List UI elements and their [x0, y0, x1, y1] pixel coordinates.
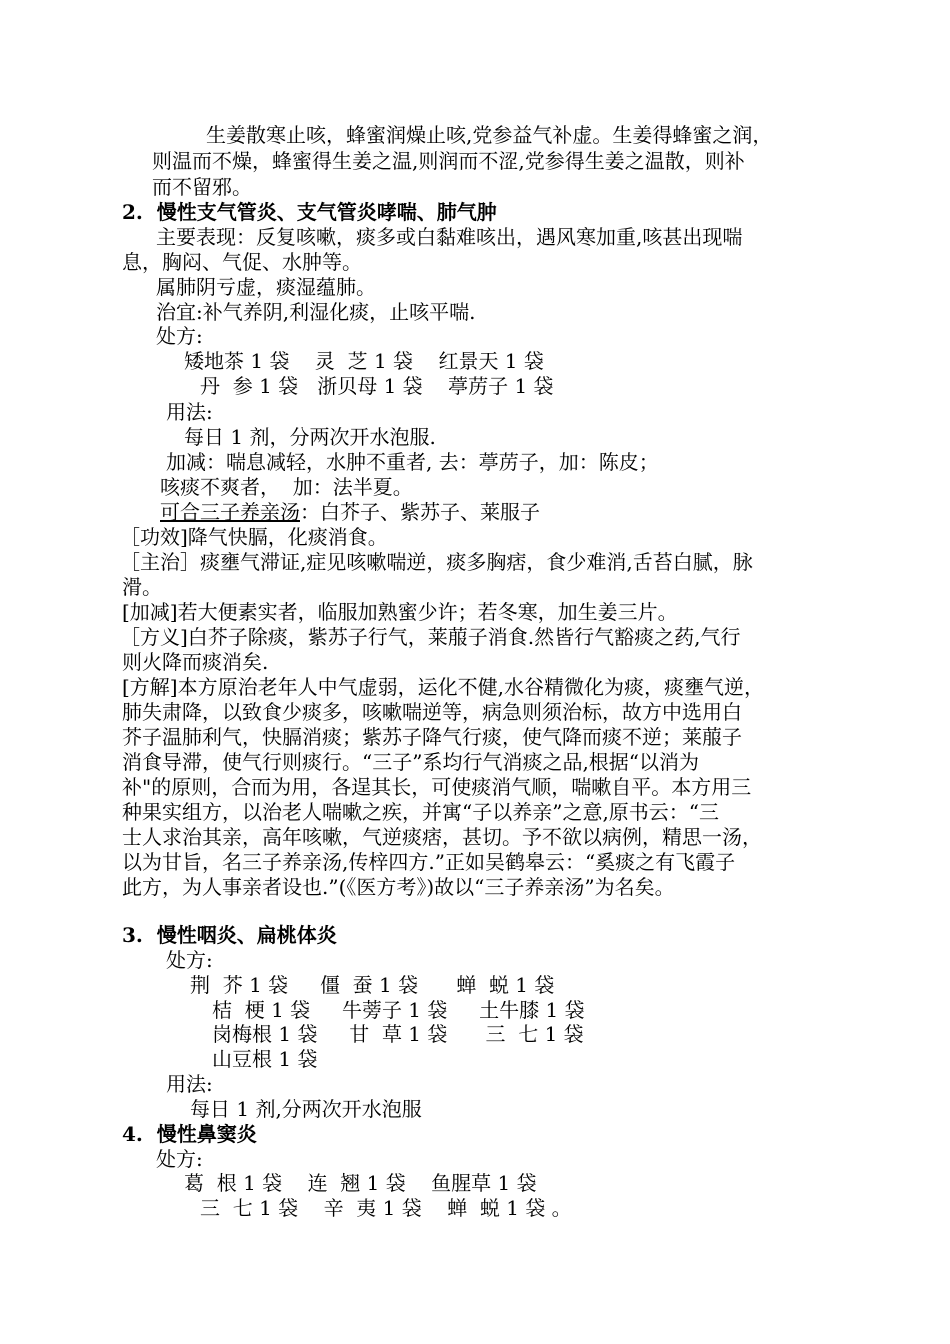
- symptoms-line-1: 主要表现：反复咳嗽，痰多或白黏难咳出，遇风寒加重,咳甚出现喘: [156, 225, 743, 249]
- formula-indication-2: 滑。: [122, 575, 162, 599]
- modification-text: 加减：喘息减轻，水肿不重者, 去：葶苈子，加：陈皮；: [166, 450, 659, 474]
- usage-text: 每日 1 剂,分两次开水泡服: [190, 1097, 422, 1121]
- formula-effect: ［功效]降气快膈，化痰消食。: [120, 525, 388, 549]
- intro-line-2: 则温而不燥，蜂蜜得生姜之温,则润而不涩,党参得生姜之温散，则补: [152, 149, 745, 173]
- cough-modification: 咳痰不爽者， 加：法半夏。: [160, 475, 413, 499]
- formula-explanation-line: 芥子温肺利气，快膈消痰；紫苏子降气行痰，使气降而痰不逆；莱菔子: [122, 725, 742, 749]
- section-2-heading: 2. 慢性支气管炎、支气管炎哮喘、肺气肿: [122, 200, 497, 224]
- intro-line-3: 而不留邪。: [152, 175, 252, 199]
- usage-label: 用法:: [166, 400, 213, 424]
- prescription-line-3: 岗梅根 1 袋 甘 草 1 袋 三 七 1 袋: [212, 1022, 584, 1046]
- prescription-line-2: 桔 梗 1 袋 牛蒡子 1 袋 土牛膝 1 袋: [212, 998, 585, 1022]
- formula-meaning-1: ［方义]白芥子除痰，紫苏子行气，莱菔子消食.然皆行气豁痰之药,气行: [120, 625, 741, 649]
- formula-explanation-line: 士人求治其亲，高年咳嗽，气逆痰痞，甚切。予不欲以病例，精思一汤，: [122, 825, 762, 849]
- section-4-heading: 4. 慢性鼻窦炎: [122, 1122, 257, 1146]
- formula-explanation-line: 种果实组方，以治老人喘嗽之疾，并寓“子以养亲”之意,原书云：“三: [122, 800, 720, 824]
- symptoms-line-2: 息，胸闷、气促、水肿等。: [122, 250, 362, 274]
- formula-explanation-line: 消食导滞，使气行则痰行。“三子”系均行气消痰之品,根据“以消为: [122, 750, 700, 774]
- prescription-line-4: 山豆根 1 袋: [212, 1047, 318, 1071]
- prescription-label: 处方:: [156, 324, 203, 348]
- formula-explanation-line: 以为甘旨，名三子养亲汤,传梓四方.”正如吴鹤皋云：“奚痰之有飞霞子: [122, 850, 736, 874]
- prescription-label: 处方:: [156, 1147, 203, 1171]
- intro-line-1: 生姜散寒止咳，蜂蜜润燥止咳,党参益气补虚。生姜得蜂蜜之润，: [206, 123, 773, 147]
- combine-ingredients: ：白芥子、紫苏子、莱服子: [300, 500, 540, 524]
- prescription-line-1: 葛 根 1 袋 连 翘 1 袋 鱼腥草 1 袋: [184, 1171, 537, 1195]
- prescription-line-2: 三 七 1 袋 辛 夷 1 袋 蝉 蜕 1 袋 。: [200, 1196, 572, 1220]
- prescription-label: 处方:: [166, 948, 213, 972]
- formula-explanation-line: 肺失肃降，以致食少痰多，咳嗽喘逆等，病急则须治标，故方中选用白: [122, 700, 742, 724]
- formula-meaning-2: 则火降而痰消矣.: [122, 650, 269, 674]
- section-3-heading: 3. 慢性咽炎、扁桃体炎: [122, 923, 337, 947]
- formula-indication-1: ［主治］痰壅气滞证,症见咳嗽喘逆，痰多胸痞，食少难消,舌苔白腻，脉: [120, 550, 753, 574]
- usage-text: 每日 1 剂，分两次开水泡服.: [184, 425, 436, 449]
- usage-label: 用法:: [166, 1072, 213, 1096]
- prescription-line-1: 荆 芥 1 袋 僵 蚕 1 袋 蝉 蜕 1 袋: [190, 973, 555, 997]
- combine-line: [160, 500, 540, 524]
- prescription-line-2: 丹 参 1 袋 浙贝母 1 袋 葶苈子 1 袋: [200, 374, 554, 398]
- prescription-line-1: 矮地茶 1 袋 灵 芝 1 袋 红景天 1 袋: [184, 349, 544, 373]
- formula-modification: [加减]若大便素实者，临服加熟蜜少许；若冬寒，加生姜三片。: [122, 600, 678, 624]
- treatment-principle: 治宜:补气养阴,利湿化痰，止咳平喘.: [156, 300, 476, 324]
- combine-formula-name: 可合三子养亲汤: [160, 500, 300, 524]
- formula-explanation-line: 此方，为人事亲者设也.”(《医方考》)故以“三子养亲汤”为名矣。: [122, 875, 675, 899]
- formula-explanation-line: [方解]本方原治老年人中气虚弱，运化不健,水谷精微化为痰，痰壅气逆，: [122, 675, 764, 699]
- formula-explanation-line: 补"的原则，合而为用，各逞其长，可使痰消气顺，喘嗽自平。本方用三: [122, 775, 752, 799]
- pathogenesis: 属肺阴亏虚，痰湿蕴肺。: [156, 275, 376, 299]
